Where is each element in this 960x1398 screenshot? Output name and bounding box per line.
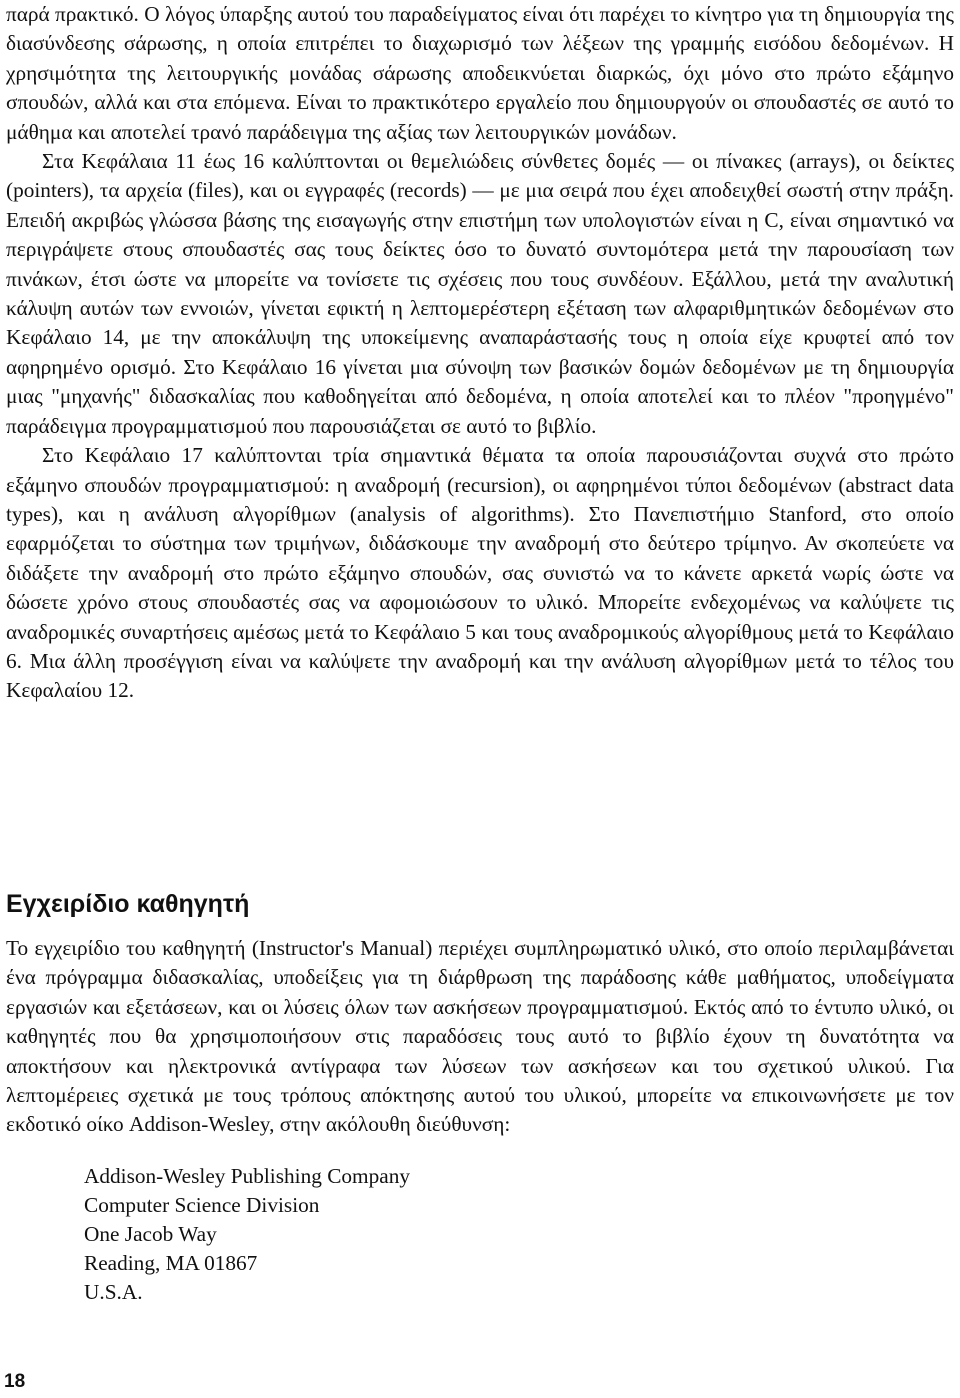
paragraph-chapter-17: Στο Κεφάλαιο 17 καλύπτονται τρία σημαντικά θέματα τα οποία παρουσιάζονται συχνά στο πρώτο εξάμηνο σπουδών προγραμματισμού: η αναδρομή (recursion), οι αφηρημένοι τύποι δεδομένων (abstract data types), και η ανάλυση αλγορίθμων (analysis of algorithms). Στο Πανεπιστήμιο Stanford, στο οποίο εφαρμόζεται το σύστημα των τριμήνων, διδάσκουμε την αναδρομή στο δεύτερο τρίμηνο. Αν σκοπεύετε να διδάξετε την αναδρομή στο πρώτο εξάμηνο σπουδών, σας συνιστώ να το κάνετε αρκετά νωρίς ώστε να δώσετε χρόνο στους σπουδαστές σας να αφομοιώσουν το υλικό. Μπορείτε ενδεχομένως να καλύψετε τις αναδρομικές συναρτήσεις αμέσως μετά το Κεφάλαιο 5 και τους αναδρομικούς αλγορίθμους μετά το Κεφάλαιο 6. Μια άλλη προσέγγιση είναι να καλύψετε την αναδρομή και την ανάλυση αλγορίθμων μετά το τέλος του Κεφαλαίου 12. [6, 443, 954, 703]
paragraph-scanner-motivation: παρά πρακτικό. Ο λόγος ύπαρξης αυτού του παραδείγματος είναι ότι παρέχει το κίνητρο για τη δημιουργία της διασύνδεσης σάρωσης, η οποία επιτρέπει το διαχωρισμό των λέξεων της γραμμής εισόδου δεδομένων. Η χρησιμότητα της λειτουργικής μονάδας σάρωσης αποδεικνύεται διαρκώς, όχι μόνο στο πρώτο εξάμηνο σπουδών, αλλά και στα επόμενα. Είναι το πρακτικότερο εργαλείο που δημιουργούν οι σπουδαστές σε αυτό το μάθημα και αποτελεί τρανό παράδειγμα της αξίας των λειτουργικών μονάδων. [6, 2, 954, 144]
paragraph-instructor-manual: Το εγχειρίδιο του καθηγητή (Instructor's Manual) περιέχει συμπληρωματικό υλικό, στο οποίο περιλαμβάνεται ένα πρόγραμμα διδασκαλίας, υποδείξεις για τη διάρθρωση της παράδοσης κάθε μαθήματος, υποδείγματα εργασιών και εξετάσεων, και οι λύσεις όλων των ασκήσεων προγραμματισμού. Εκτός από το έντυπο υλικό, οι καθηγητές που θα χρησιμοποιήσουν στις παραδόσεις τους αυτό το βιβλίο έχουν τη δυνατότητα να αποκτήσουν και ηλεκτρονικά αντίγραφα των λύσεων των ασκήσεων και του σχετικού υλικού. Για λεπτομέρειες σχετικά με τους τρόπους απόκτησης αυτού του υλικού, μπορείτε να επικοινωνήσετε με τον εκδοτικό οίκο Addison-Wesley, στην ακόλουθη διεύθυνση: [6, 936, 954, 1137]
instructor-manual-text [6, 934, 954, 1140]
section-heading: Εγχειρίδιο καθηγητή [6, 890, 250, 918]
address-line-division: Computer Science Division [84, 1193, 320, 1217]
address-line-city: Reading, MA 01867 [84, 1251, 258, 1275]
address-line-company: Addison-Wesley Publishing Company [84, 1164, 411, 1188]
paragraph-chapters-11-16: Στα Κεφάλαια 11 έως 16 καλύπτονται οι θεμελιώδεις σύνθετες δομές — οι πίνακες (arrays), οι δείκτες (pointers), τα αρχεία (files), και οι εγγραφές (records) — με μια σειρά που έχει αποδειχθεί σωστή στην πράξη. Επειδή ακριβώς γλώσσα βάσης της εισαγωγής στην επιστήμη των υπολογιστών είναι η C, είναι σημαντικό να περιγράψετε στους σπουδαστές σας τους δείκτες όσο το δυνατό συντομότερα μετά την παρουσίαση των πινάκων, έτσι ώστε να μπορείτε να τονίσετε τις σχέσεις που τους συνδέουν. Εξάλλου, μετά την αναλυτική κάλυψη αυτών των εννοιών, γίνεται εφικτή η λεπτομερέστερη εξέταση των αλφαριθμητικών δεδομένων στο Κεφάλαιο 14, με την αποκάλυψη της υποκείμενης αναπαράστασής τους η οποία είχε κρυφτεί από τον αφηρημένο ορισμό. Στο Κεφάλαιο 16 γίνεται μια σύνοψη των βασικών δομών δεδομένων με τη δημιουργία μιας "μηχανής" διδασκαλίας που καθοδηγείται από δεδομένα, η οποία αποτελεί και το πλέον "προηγμένο" παράδειγμα προγραμματισμού που παρουσιάζεται σε αυτό το βιβλίο. [6, 149, 954, 438]
address-line-street: One Jacob Way [84, 1222, 217, 1246]
page-number: 18 [4, 1371, 26, 1392]
address-line-country: U.S.A. [84, 1280, 143, 1304]
body-text [6, 0, 954, 706]
publisher-address [84, 1162, 410, 1307]
